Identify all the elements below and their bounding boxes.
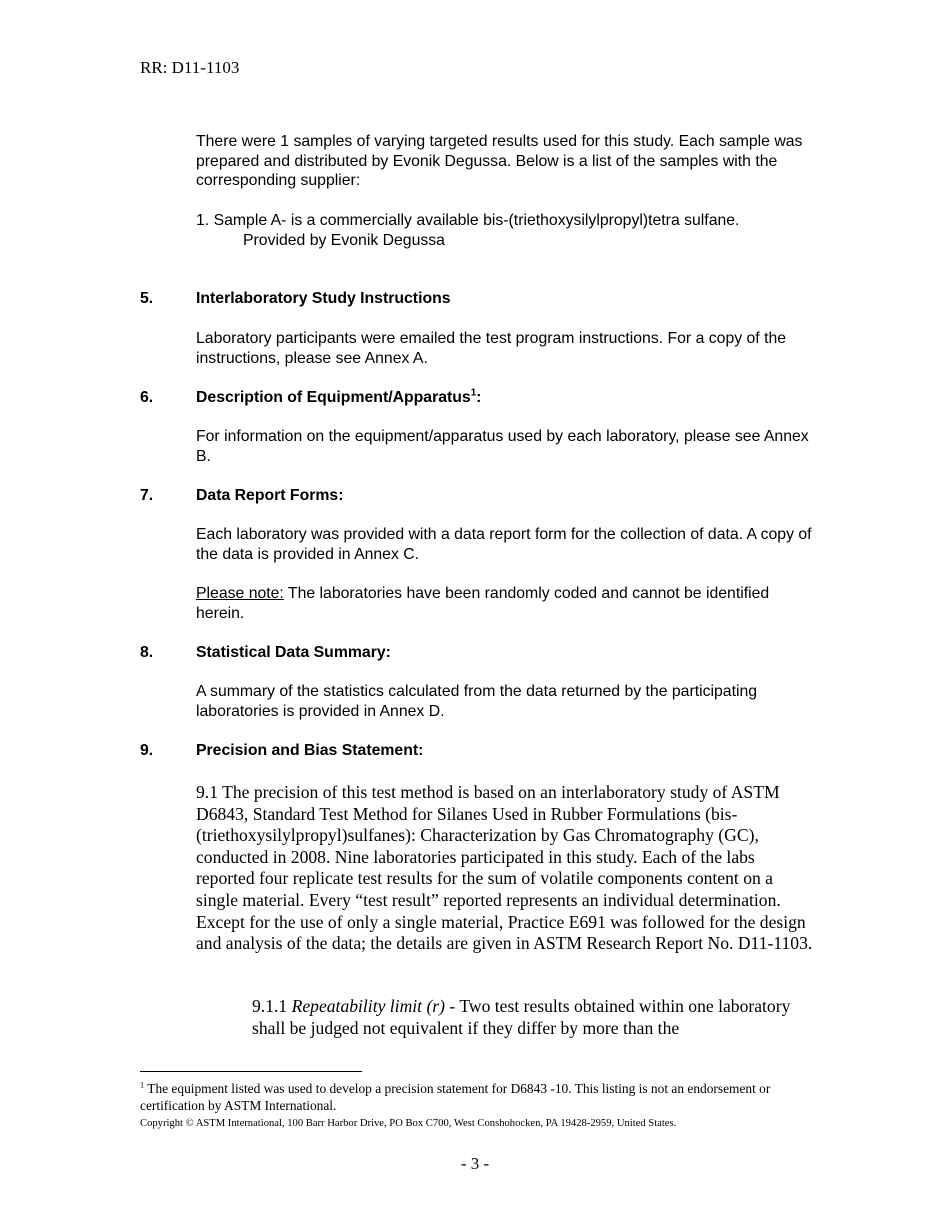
section-5-title: Interlaboratory Study Instructions [196,290,451,307]
section-8-body: A summary of the statistics calculated from the data returned by the participating laboratories is provided in Annex D. [196,683,758,720]
intro-paragraph: There were 1 samples of varying targeted results used for this study. Each sample was prepared and distributed by Evonik Degussa. Below is a list of the samples with the corresponding supplier: [196,133,803,189]
footnote [140,1080,820,1114]
section-9-1-1-number: 9.1.1 [252,996,292,1016]
section-8-heading [140,643,391,663]
sample-list-item-line2: Provided by Evonik Degussa [243,231,445,249]
section-9-1-1-paragraph [252,996,812,1039]
footnote-reference: 1 [470,387,477,399]
section-7-body: Each laboratory was provided with a data report form for the collection of data. A copy of the data is provided in Annex C. [196,526,812,563]
note-label: Please note: [196,585,284,602]
section-7-title: Data Report Forms: [196,487,344,504]
section-5-body: Laboratory participants were emailed the test program instructions. For a copy of the instructions, please see Annex A. [196,330,787,367]
section-7-note [196,584,816,623]
repeatability-term: Repeatability limit (r) - [291,996,456,1016]
section-9-heading [140,741,423,761]
sample-list-item [196,211,816,250]
section-5-number: 5. [140,290,154,307]
section-6-body: For information on the equipment/apparatus used by each laboratory, please see Annex B. [196,428,809,465]
section-9-1-paragraph: 9.1 The precision of this test method is based on an interlaboratory study of ASTM D6843, Standard Test Method for Silanes Used in Rubber Formulations (bis-(triethoxysilylpropyl)sulfanes): Characterization by Gas Chromatography (GC), conducted in 2008. Nine laboratories participated in this study. Each of the labs reported four replicate test results for the sum of volatile components content on a single material. Every “test result” reported represents an individual determination. Except for the use of only a single material, Practice E691 was followed for the design and analysis of the data; the details are given in ASTM Research Report No. D11-1103. [196,782,813,954]
sample-list-item-line1: 1. Sample A- is a commercially available bis-(triethoxysilylpropyl)tetra sulfane. [196,212,740,229]
section-7-number: 7. [140,487,154,504]
section-6-title-suffix: : [476,389,482,406]
section-9-1-1-text: Two test results obtained within one laboratory shall be judged not equivalent if they differ by more than the [252,996,791,1038]
report-header: RR: D11-1103 [140,58,240,77]
section-6-title: Description of Equipment/Apparatus [196,389,471,406]
section-9-number: 9. [140,742,154,759]
section-6-number: 6. [140,389,154,406]
section-8-number: 8. [140,644,154,661]
footnote-text: The equipment listed was used to develop a precision statement for D6843 -10. This listing is not an endorsement or certification by ASTM International. [140,1081,771,1113]
section-6-heading [140,388,481,408]
copyright-notice: Copyright © ASTM International, 100 Barr Harbor Drive, PO Box C700, West Conshohocken, PA 19428-2959, United States. [140,1118,677,1129]
footnote-divider [140,1071,362,1072]
section-9-title: Precision and Bias Statement: [196,742,424,759]
note-text: The laboratories have been randomly coded and cannot be identified herein. [196,585,770,622]
section-5-heading [140,289,451,309]
footnote-marker: 1 [140,1080,145,1090]
section-8-title: Statistical Data Summary: [196,644,391,661]
section-7-heading [140,486,343,506]
page-number: - 3 - [460,1154,490,1173]
